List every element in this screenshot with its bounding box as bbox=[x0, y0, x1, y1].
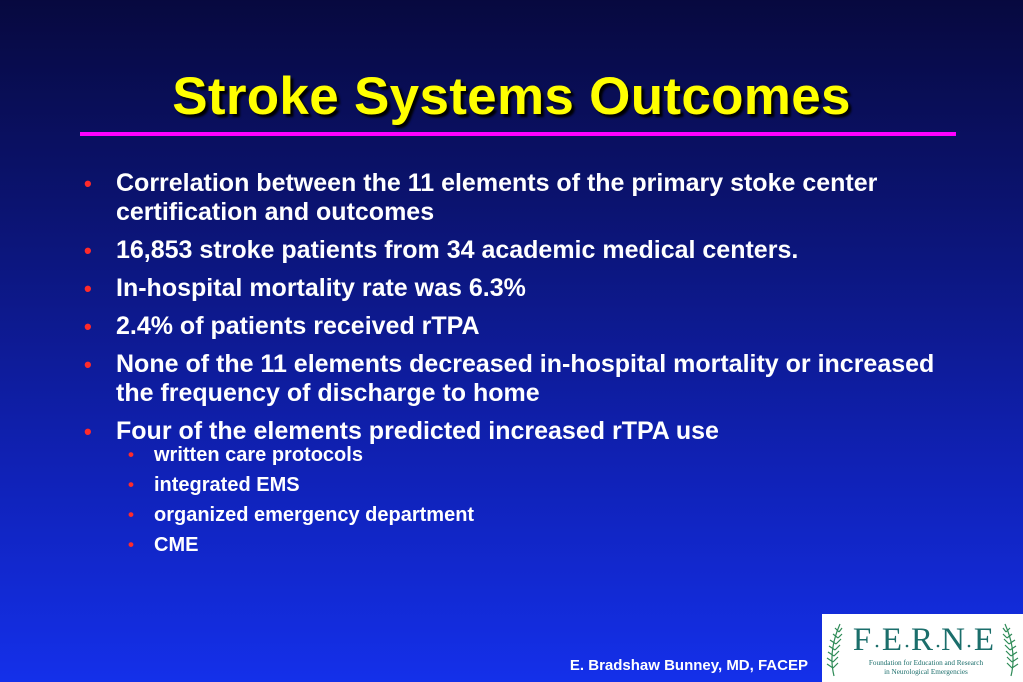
ferne-logo-graphic bbox=[822, 614, 1023, 682]
logo-dot bbox=[906, 645, 909, 648]
bullet-list bbox=[84, 169, 964, 569]
logo-letter: E bbox=[973, 622, 995, 658]
sub-bullet-marker: • bbox=[128, 505, 134, 524]
sub-bullet-item bbox=[128, 440, 964, 470]
logo-letter: F bbox=[852, 622, 872, 658]
logo-dot bbox=[937, 645, 940, 648]
bullet-marker: • bbox=[84, 352, 92, 377]
sub-bullet-marker: • bbox=[128, 535, 134, 554]
bullet-item bbox=[84, 274, 964, 303]
bullet-marker: • bbox=[84, 419, 92, 444]
sub-bullet-item bbox=[128, 500, 964, 530]
bullet-text: None of the 11 elements decreased in-hospital mortality or increased the frequency of discharge to home bbox=[116, 350, 935, 407]
bullet-item bbox=[84, 236, 964, 265]
right-fern-icon bbox=[1003, 624, 1018, 676]
logo-letter: N bbox=[941, 622, 965, 658]
sub-bullet-item bbox=[128, 470, 964, 500]
ferne-logo bbox=[822, 614, 1023, 682]
logo-tagline-line2: in Neurological Emergencies bbox=[884, 668, 968, 676]
logo-letter: E bbox=[881, 622, 903, 658]
sub-bullet-list bbox=[116, 440, 964, 560]
logo-letter: R bbox=[910, 622, 934, 658]
bullet-item bbox=[84, 350, 964, 408]
sub-bullet-text: CME bbox=[154, 534, 199, 556]
footer-author: E. Bradshaw Bunney, MD, FACEP bbox=[569, 657, 808, 674]
bullet-marker: • bbox=[84, 238, 92, 263]
bullet-item bbox=[84, 312, 964, 341]
sub-bullet-text: organized emergency department bbox=[154, 504, 475, 526]
logo-dot bbox=[968, 645, 971, 648]
sub-bullet-marker: • bbox=[128, 445, 134, 464]
bullet-text: In-hospital mortality rate was 6.3% bbox=[116, 274, 526, 302]
bullet-text: 16,853 stroke patients from 34 academic medical centers. bbox=[116, 236, 799, 264]
sub-bullet-text: integrated EMS bbox=[154, 474, 300, 496]
bullet-text: 2.4% of patients received rTPA bbox=[116, 312, 480, 340]
sub-bullet-item bbox=[128, 530, 964, 560]
bullet-text: Four of the elements predicted increased rTPA use bbox=[116, 417, 719, 445]
title-underline bbox=[80, 132, 956, 136]
sub-bullet-text: written care protocols bbox=[154, 444, 363, 466]
left-fern-icon bbox=[827, 624, 842, 676]
bullet-marker: • bbox=[84, 171, 92, 196]
slide-title: Stroke Systems Outcomes bbox=[172, 67, 851, 126]
bullet-item bbox=[84, 169, 964, 227]
bullet-marker: • bbox=[84, 314, 92, 339]
logo-dot bbox=[876, 645, 879, 648]
bullet-marker: • bbox=[84, 276, 92, 301]
bullet-text: Correlation between the 11 elements of the primary stoke center certification and outcomes bbox=[116, 169, 878, 226]
sub-bullet-marker: • bbox=[128, 475, 134, 494]
bullet-item bbox=[84, 417, 964, 560]
logo-tagline-line1: Foundation for Education and Research bbox=[868, 659, 984, 667]
